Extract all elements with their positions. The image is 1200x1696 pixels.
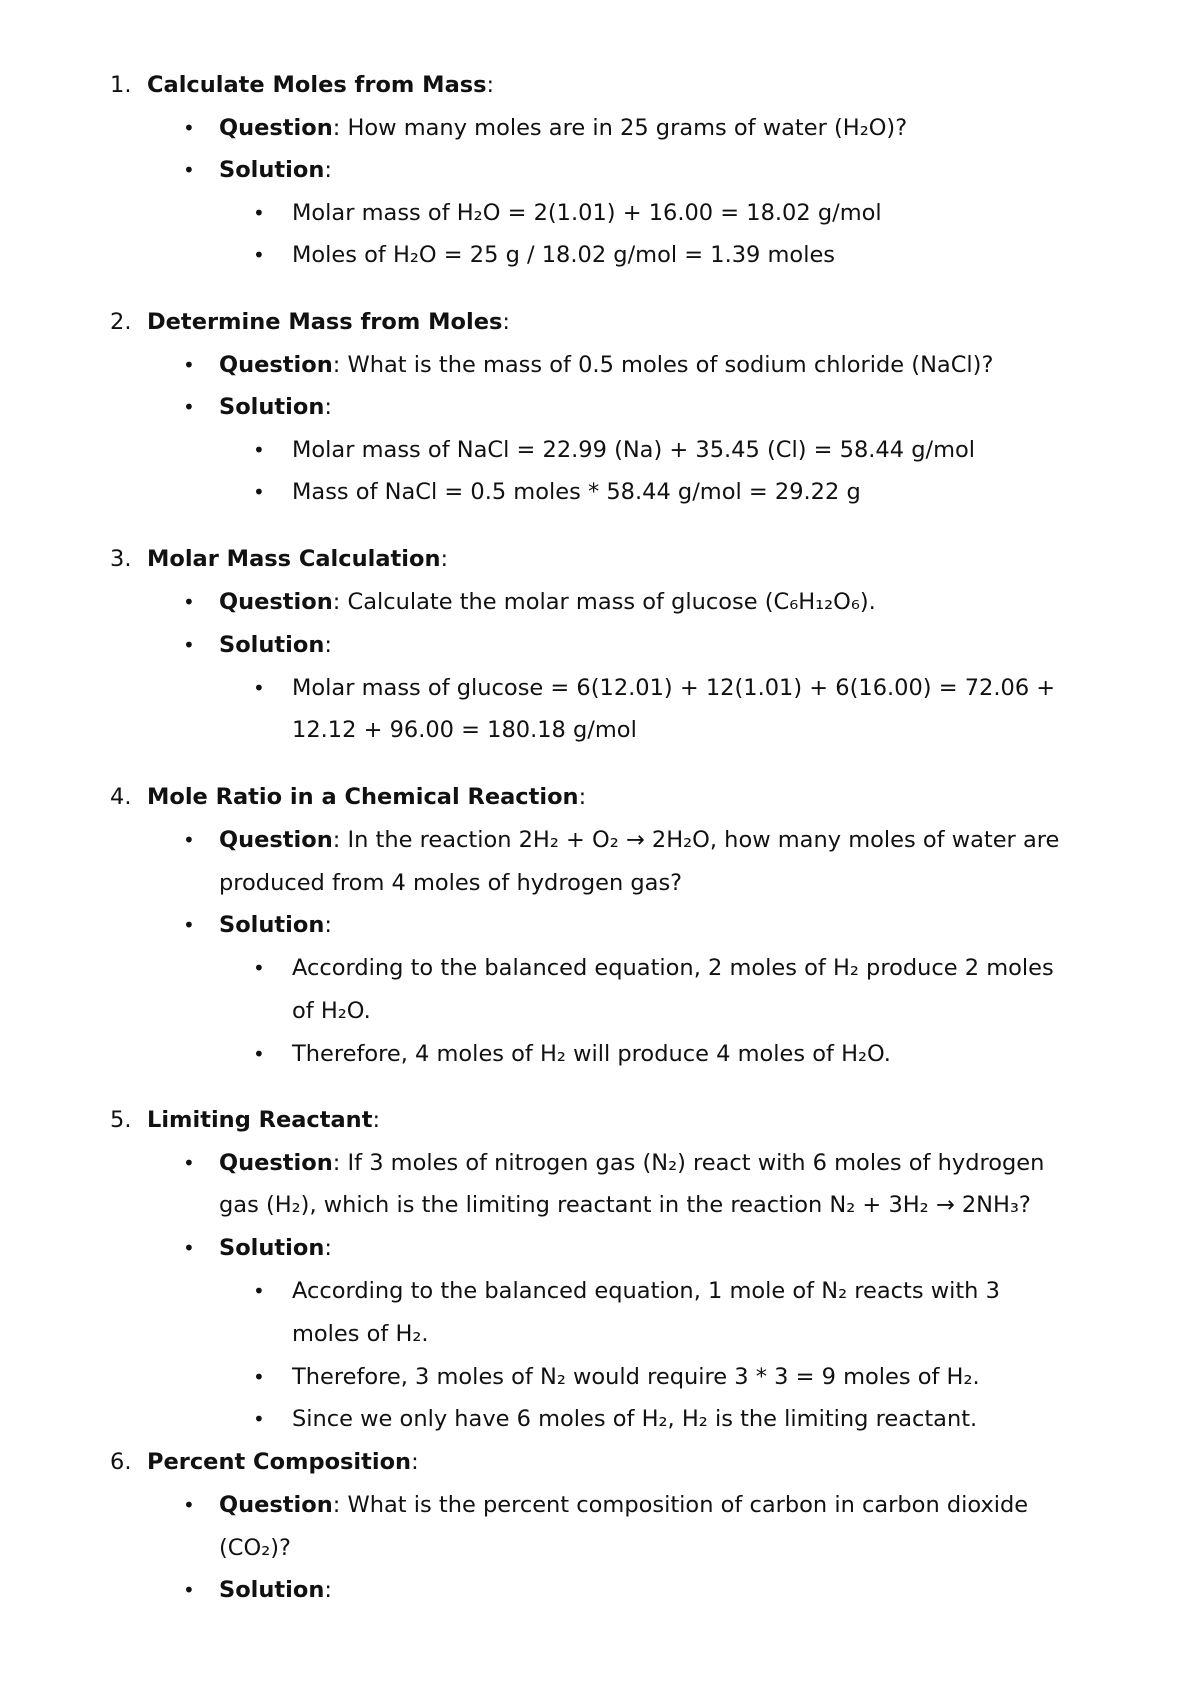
heading-colon: :	[486, 72, 495, 98]
section-title: Percent Composition	[147, 1449, 412, 1475]
solution-line: Solution:	[219, 912, 332, 938]
section-heading	[110, 307, 510, 337]
bullet-icon: •	[183, 116, 195, 140]
section-number: 5.	[110, 1107, 132, 1133]
question-text-continued: produced from 4 moles of hydrogen gas?	[219, 870, 683, 896]
question-line: Question: What is the percent composition of carbon in carbon dioxide	[219, 1492, 1029, 1518]
solution-step: Therefore, 3 moles of N₂ would require 3 * 3 = 9 moles of H₂.	[292, 1364, 980, 1390]
section-heading	[110, 70, 494, 100]
question-label: Question	[219, 115, 333, 141]
bullet-icon: •	[183, 913, 195, 937]
question-line: Question: What is the mass of 0.5 moles of sodium chloride (NaCl)?	[219, 352, 994, 378]
bullet-icon: •	[183, 828, 195, 852]
question-text: What is the mass of 0.5 moles of sodium chloride (NaCl)?	[347, 352, 994, 378]
heading-colon: :	[578, 784, 587, 810]
sub-bullet-icon: •	[253, 1407, 265, 1431]
bullet-icon: •	[183, 353, 195, 377]
solution-label: Solution	[219, 394, 325, 420]
solution-step: Mass of NaCl = 0.5 moles * 58.44 g/mol = 29.22 g	[292, 479, 861, 505]
section-title: Calculate Moles from Mass	[147, 72, 487, 98]
section-heading	[110, 782, 586, 812]
solution-step: Molar mass of H₂O = 2(1.01) + 16.00 = 18.02 g/mol	[292, 200, 882, 226]
sub-bullet-icon: •	[253, 956, 265, 980]
heading-colon: :	[411, 1449, 419, 1475]
question-text: What is the percent composition of carbon in carbon dioxide	[347, 1492, 1029, 1518]
question-text-continued: gas (H₂), which is the limiting reactant in the reaction N₂ + 3H₂ → 2NH₃?	[219, 1192, 1031, 1218]
section-title: Mole Ratio in a Chemical Reaction	[147, 784, 579, 810]
solution-step-continued: of H₂O.	[292, 998, 371, 1024]
question-line: Question: How many moles are in 25 grams of water (H₂O)?	[219, 115, 908, 141]
section-number: 2.	[110, 309, 132, 335]
heading-colon: :	[372, 1107, 381, 1133]
solution-label: Solution	[219, 912, 325, 938]
solution-line: Solution:	[219, 1577, 332, 1603]
question-label: Question	[219, 827, 333, 853]
bullet-icon: •	[183, 1493, 195, 1517]
solution-label: Solution	[219, 632, 325, 658]
section-number: 1.	[110, 72, 132, 98]
solution-step-continued: moles of H₂.	[292, 1321, 429, 1347]
question-line: Question: Calculate the molar mass of glucose (C₆H₁₂O₆).	[219, 589, 876, 615]
solution-label: Solution	[219, 157, 325, 183]
section-number: 4.	[110, 784, 132, 810]
solution-label: Solution	[219, 1577, 325, 1603]
bullet-icon: •	[183, 1578, 195, 1602]
bullet-icon: •	[183, 590, 195, 614]
question-text: Calculate the molar mass of glucose (C₆H₁₂O₆).	[347, 589, 876, 615]
section-heading	[110, 544, 448, 574]
question-label: Question	[219, 352, 333, 378]
sub-bullet-icon: •	[253, 243, 265, 267]
section-number: 3.	[110, 546, 132, 572]
question-text: If 3 moles of nitrogen gas (N₂) react with 6 moles of hydrogen	[347, 1150, 1045, 1176]
question-label: Question	[219, 589, 333, 615]
sub-bullet-icon: •	[253, 1365, 265, 1389]
solution-label: Solution	[219, 1235, 325, 1261]
solution-step: According to the balanced equation, 1 mole of N₂ reacts with 3	[292, 1278, 1000, 1304]
section-title: Limiting Reactant	[147, 1107, 373, 1133]
solution-line: Solution:	[219, 1235, 332, 1261]
sub-bullet-icon: •	[253, 676, 265, 700]
section-title: Molar Mass Calculation	[147, 546, 441, 572]
solution-step: Therefore, 4 moles of H₂ will produce 4 moles of H₂O.	[292, 1041, 891, 1067]
question-label: Question	[219, 1150, 333, 1176]
sub-bullet-icon: •	[253, 1279, 265, 1303]
solution-line: Solution:	[219, 632, 332, 658]
solution-step: Since we only have 6 moles of H₂, H₂ is the limiting reactant.	[292, 1406, 978, 1432]
solution-line: Solution:	[219, 394, 332, 420]
solution-step: Molar mass of NaCl = 22.99 (Na) + 35.45 (Cl) = 58.44 g/mol	[292, 437, 975, 463]
question-text: How many moles are in 25 grams of water (H₂O)?	[347, 115, 908, 141]
sub-bullet-icon: •	[253, 438, 265, 462]
question-line: Question: In the reaction 2H₂ + O₂ → 2H₂O, how many moles of water are	[219, 827, 1060, 853]
section-title: Determine Mass from Moles	[147, 309, 503, 335]
question-text: In the reaction 2H₂ + O₂ → 2H₂O, how many moles of water are	[347, 827, 1060, 853]
bullet-icon: •	[183, 1151, 195, 1175]
bullet-icon: •	[183, 395, 195, 419]
sub-bullet-icon: •	[253, 480, 265, 504]
heading-colon: :	[502, 309, 510, 335]
sub-bullet-icon: •	[253, 201, 265, 225]
section-number: 6.	[110, 1449, 132, 1475]
question-text-continued: (CO₂)?	[219, 1535, 291, 1561]
solution-step: According to the balanced equation, 2 moles of H₂ produce 2 moles	[292, 955, 1054, 981]
bullet-icon: •	[183, 633, 195, 657]
sub-bullet-icon: •	[253, 1042, 265, 1066]
solution-step-continued: 12.12 + 96.00 = 180.18 g/mol	[292, 717, 637, 743]
solution-line: Solution:	[219, 157, 332, 183]
bullet-icon: •	[183, 158, 195, 182]
heading-colon: :	[440, 546, 449, 572]
question-label: Question	[219, 1492, 333, 1518]
section-heading	[110, 1447, 419, 1477]
solution-step: Molar mass of glucose = 6(12.01) + 12(1.01) + 6(16.00) = 72.06 +	[292, 675, 1056, 701]
question-line: Question: If 3 moles of nitrogen gas (N₂) react with 6 moles of hydrogen	[219, 1150, 1045, 1176]
bullet-icon: •	[183, 1236, 195, 1260]
section-heading	[110, 1105, 380, 1135]
solution-step: Moles of H₂O = 25 g / 18.02 g/mol = 1.39 moles	[292, 242, 836, 268]
